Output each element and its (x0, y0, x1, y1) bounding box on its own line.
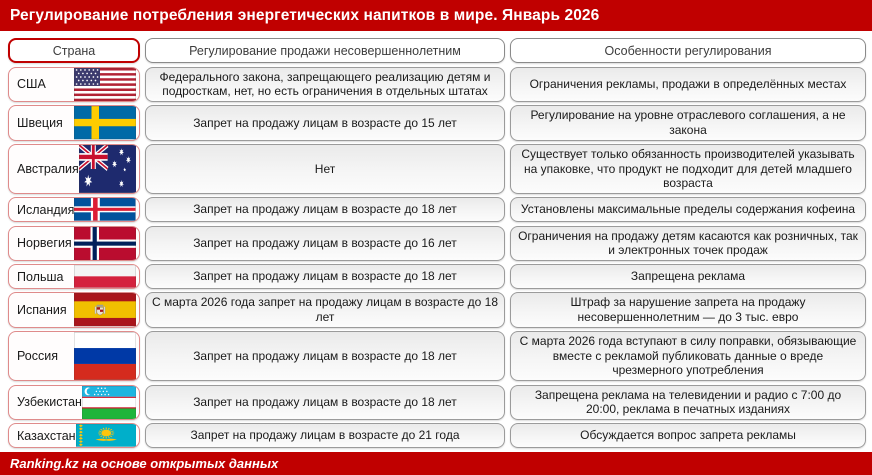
country-cell (8, 385, 140, 420)
country-cell (8, 226, 140, 261)
features-cell: Существует только обязанность производителей указывать на упаковке, что продукт не подходит для детей младшего возраста (510, 144, 866, 194)
regulation-cell: Запрет на продажу лицам в возрасте до 16 лет (145, 226, 505, 261)
country-label: Исландия (17, 202, 75, 217)
regulation-cell: Нет (145, 144, 505, 194)
features-cell: Регулирование на уровне отраслевого соглашения, а не закона (510, 105, 866, 140)
regulation-cell: Федерального закона, запрещающего реализацию детям и подросткам, нет, но есть ограничения в отдельных штатах (145, 67, 505, 102)
features-cell: Ограничения на продажу детям касаются как розничных, так и электронных точек продаж (510, 226, 866, 261)
country-cell (8, 331, 140, 381)
column-header-features (510, 38, 866, 63)
flag-poland-icon (74, 265, 136, 288)
country-cell (8, 144, 140, 194)
country-label: Казахстан (17, 428, 76, 443)
flag-usa-icon (74, 68, 136, 101)
country-label: Швеция (17, 115, 63, 130)
country-cell (8, 423, 140, 448)
country-cell (8, 197, 140, 222)
flag-norway-icon (74, 227, 136, 260)
country-label: Польша (17, 269, 64, 284)
source-text: Ranking.kz на основе открытых данных (10, 456, 279, 471)
flag-kazakhstan-icon (76, 424, 136, 447)
country-cell (8, 264, 140, 289)
country-label: Норвегия (17, 236, 72, 251)
features-cell: Штраф за нарушение запрета на продажу несовершеннолетним — до 3 тыс. евро (510, 292, 866, 327)
column-header-regulation-label: Регулирование продажи несовершеннолетним (189, 43, 461, 58)
flag-australia-icon (79, 145, 136, 193)
page-title: Регулирование потребления энергетических напитков в мире. Январь 2026 (10, 6, 600, 24)
country-label: Испания (17, 303, 67, 318)
country-label: Россия (17, 349, 58, 364)
features-cell: Запрещена реклама (510, 264, 866, 289)
features-cell: Обсуждается вопрос запрета рекламы (510, 423, 866, 448)
flag-iceland-icon (74, 198, 136, 221)
title-bar (0, 0, 872, 31)
flag-sweden-icon (74, 106, 136, 139)
features-cell: Установлены максимальные пределы содержания кофеина (510, 197, 866, 222)
column-header-country-label: Страна (52, 43, 96, 58)
column-header-features-label: Особенности регулирования (604, 43, 772, 58)
regulation-cell: Запрет на продажу лицам в возрасте до 18 лет (145, 385, 505, 420)
features-cell: Ограничения рекламы, продажи в определённых местах (510, 67, 866, 102)
features-cell: Запрещена реклама на телевидении и радио с 7:00 до 20:00, реклама в печатных изданиях (510, 385, 866, 420)
column-header-regulation (145, 38, 505, 63)
regulation-cell: Запрет на продажу лицам в возрасте до 21 года (145, 423, 505, 448)
source-bar (0, 452, 872, 475)
country-cell (8, 292, 140, 327)
regulation-cell: Запрет на продажу лицам в возрасте до 18 лет (145, 331, 505, 381)
country-label: Австралия (17, 161, 79, 176)
regulation-cell: С марта 2026 года запрет на продажу лицам в возрасте до 18 лет (145, 292, 505, 327)
flag-spain-icon (74, 293, 136, 326)
regulation-cell: Запрет на продажу лицам в возрасте до 18 лет (145, 264, 505, 289)
regulation-cell: Запрет на продажу лицам в возрасте до 15 лет (145, 105, 505, 140)
flag-russia-icon (74, 332, 136, 380)
flag-uzbekistan-icon (82, 386, 136, 419)
column-header-country (8, 38, 140, 63)
features-cell: С марта 2026 года вступают в силу поправки, обязывающие вместе с рекламой публиковать данные о вреде чрезмерного употребления (510, 331, 866, 381)
infographic-table (0, 38, 872, 448)
country-cell (8, 105, 140, 140)
country-label: Узбекистан (17, 395, 82, 410)
regulation-cell: Запрет на продажу лицам в возрасте до 18 лет (145, 197, 505, 222)
country-cell (8, 67, 140, 102)
country-label: США (17, 77, 46, 92)
